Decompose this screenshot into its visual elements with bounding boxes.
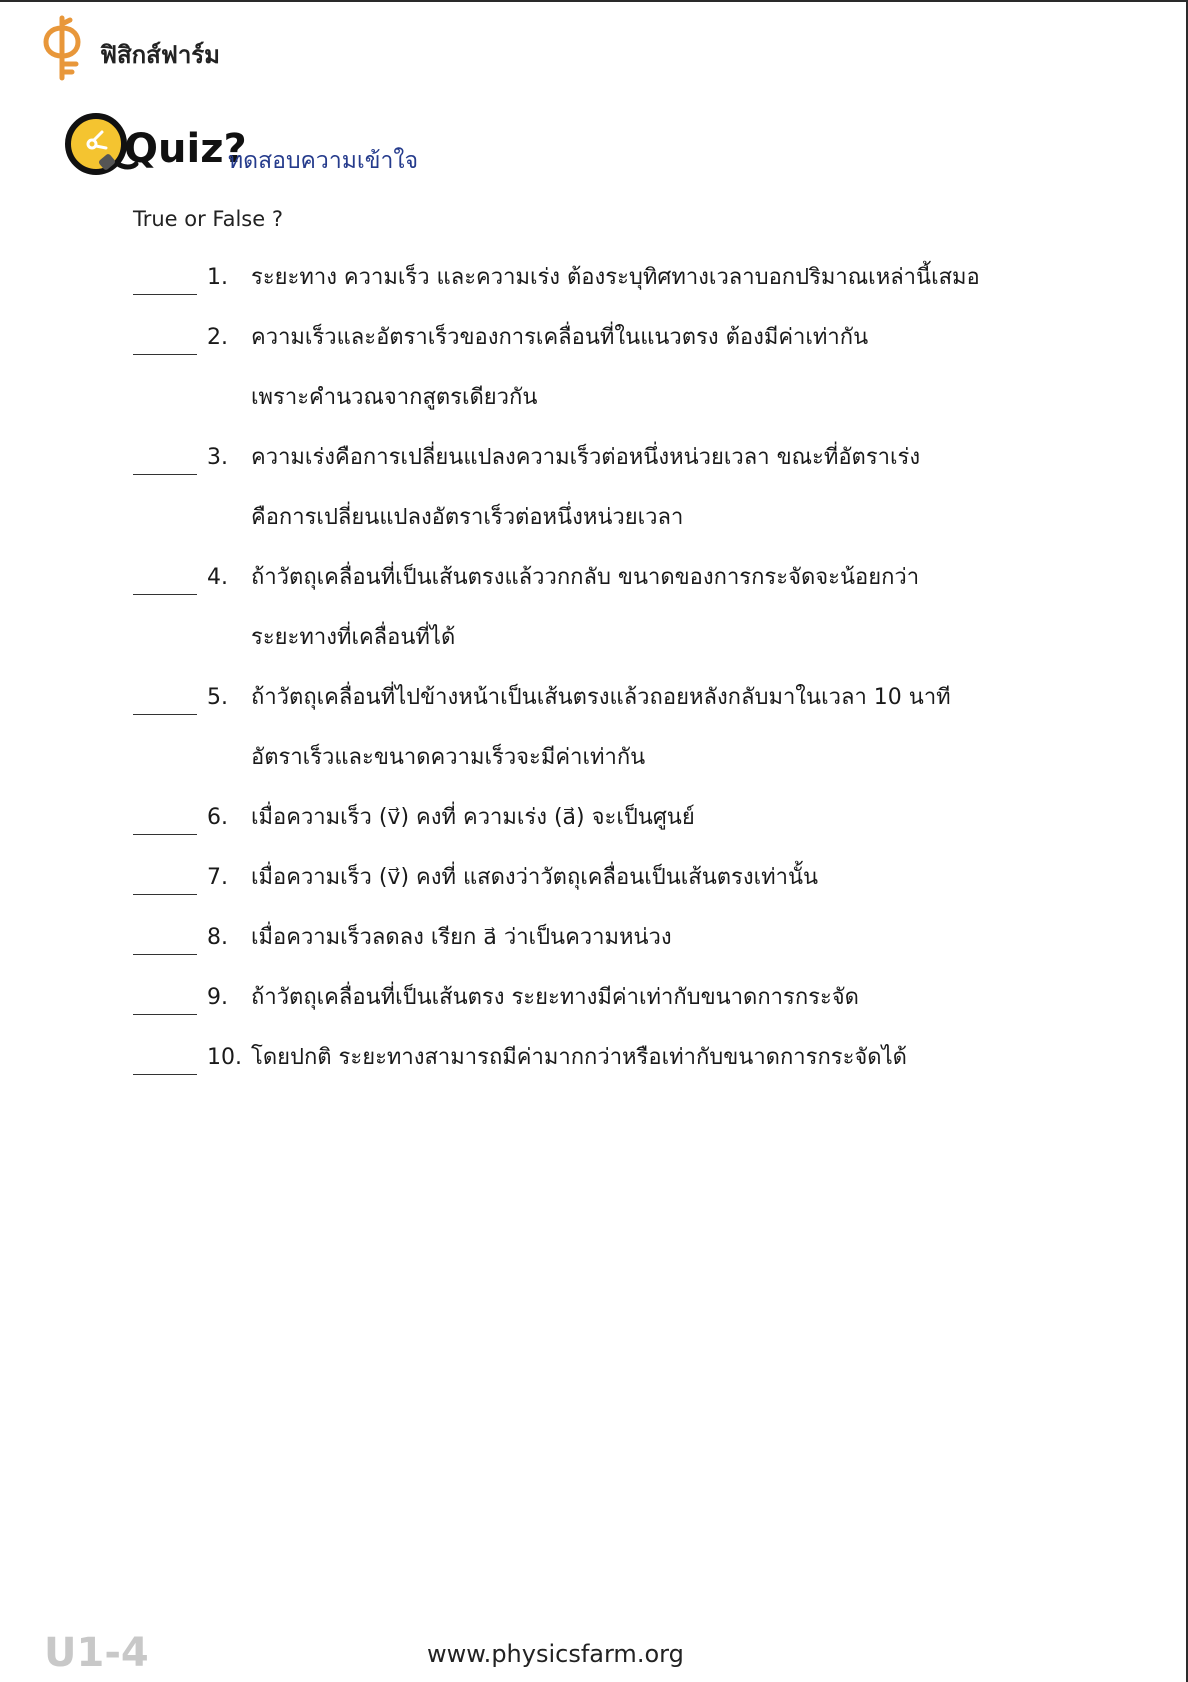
question-number: 3. bbox=[207, 445, 228, 470]
question-line: เมื่อความเร็ว (v⃗) คงที่ แสดงว่าวัตถุเคลื่อนเป็นเส้นตรงเท่านั้น bbox=[251, 865, 819, 890]
question-number: 9. bbox=[207, 985, 228, 1010]
answer-blank[interactable] bbox=[133, 864, 197, 895]
top-border bbox=[0, 0, 1188, 2]
physicsfarm-logo-icon bbox=[42, 14, 86, 82]
question-line: ระยะทาง ความเร็ว และความเร่ง ต้องระบุทิศทางเวลาบอกปริมาณเหล่านี้เสมอ bbox=[251, 265, 980, 290]
question-number: 7. bbox=[207, 865, 228, 890]
answer-blank[interactable] bbox=[133, 564, 197, 595]
question-list bbox=[133, 264, 1033, 1104]
question-line: ความเร็วและอัตราเร็วของการเคลื่อนที่ในแนวตรง ต้องมีค่าเท่ากัน bbox=[251, 325, 869, 350]
question-text bbox=[251, 308, 1011, 428]
question-text bbox=[251, 848, 1011, 908]
quiz-header bbox=[62, 112, 418, 184]
question-text bbox=[251, 1028, 1011, 1088]
lightbulb-quiz-icon bbox=[62, 112, 247, 184]
question-line: คือการเปลี่ยนแปลงอัตราเร็วต่อหนึ่งหน่วยเวลา bbox=[251, 505, 684, 530]
question-line: โดยปกติ ระยะทางสามารถมีค่ามากกว่าหรือเท่ากับขนาดการกระจัดได้ bbox=[251, 1045, 907, 1070]
footer-url[interactable]: www.physicsfarm.org bbox=[427, 1640, 684, 1668]
answer-blank[interactable] bbox=[133, 924, 197, 955]
question-item bbox=[133, 444, 1033, 564]
answer-blank[interactable] bbox=[133, 1044, 197, 1075]
question-line: เพราะคำนวณจากสูตรเดียวกัน bbox=[251, 385, 538, 410]
question-text bbox=[251, 668, 1011, 788]
question-line: ระยะทางที่เคลื่อนที่ได้ bbox=[251, 625, 456, 650]
question-item bbox=[133, 684, 1033, 804]
instruction-text: True or False ? bbox=[133, 207, 283, 231]
answer-blank[interactable] bbox=[133, 324, 197, 355]
question-line: อัตราเร็วและขนาดความเร็วจะมีค่าเท่ากัน bbox=[251, 745, 646, 770]
question-text bbox=[251, 788, 1011, 848]
question-line: ถ้าวัตถุเคลื่อนที่เป็นเส้นตรงแล้ววกกลับ ขนาดของการกระจัดจะน้อยกว่า bbox=[251, 565, 920, 590]
question-text bbox=[251, 548, 1011, 668]
question-number: 10. bbox=[207, 1045, 242, 1070]
question-text bbox=[251, 248, 1011, 308]
page-code: U1-4 bbox=[44, 1630, 149, 1676]
question-line: ความเร่งคือการเปลี่ยนแปลงความเร็วต่อหนึ่งหน่วยเวลา ขณะที่อัตราเร่ง bbox=[251, 445, 921, 470]
question-text bbox=[251, 908, 1011, 968]
question-number: 6. bbox=[207, 805, 228, 830]
question-line: เมื่อความเร็วลดลง เรียก a⃗ ว่าเป็นความหน่วง bbox=[251, 925, 672, 950]
question-number: 1. bbox=[207, 265, 228, 290]
brand-name: ฟิสิกส์ฟาร์ม bbox=[100, 41, 220, 69]
question-number: 8. bbox=[207, 925, 228, 950]
question-line: ถ้าวัตถุเคลื่อนที่ไปข้างหน้าเป็นเส้นตรงแล้วถอยหลังกลับมาในเวลา 10 นาที bbox=[251, 685, 951, 710]
question-number: 5. bbox=[207, 685, 228, 710]
question-item bbox=[133, 1044, 1033, 1104]
question-number: 2. bbox=[207, 325, 228, 350]
answer-blank[interactable] bbox=[133, 804, 197, 835]
answer-blank[interactable] bbox=[133, 984, 197, 1015]
question-item bbox=[133, 564, 1033, 684]
question-text bbox=[251, 968, 1011, 1028]
question-text bbox=[251, 428, 1011, 548]
answer-blank[interactable] bbox=[133, 264, 197, 295]
answer-blank[interactable] bbox=[133, 684, 197, 715]
question-line: ถ้าวัตถุเคลื่อนที่เป็นเส้นตรง ระยะทางมีค่าเท่ากับขนาดการกระจัด bbox=[251, 985, 859, 1010]
question-line: เมื่อความเร็ว (v⃗) คงที่ ความเร่ง (a⃗) จะเป็นศูนย์ bbox=[251, 805, 695, 830]
question-number: 4. bbox=[207, 565, 228, 590]
question-item bbox=[133, 324, 1033, 444]
answer-blank[interactable] bbox=[133, 444, 197, 475]
quiz-logo-text: Quiz? bbox=[124, 126, 247, 172]
brand-header bbox=[42, 14, 220, 82]
quiz-subtitle: ทดสอบความเข้าใจ bbox=[228, 148, 419, 174]
